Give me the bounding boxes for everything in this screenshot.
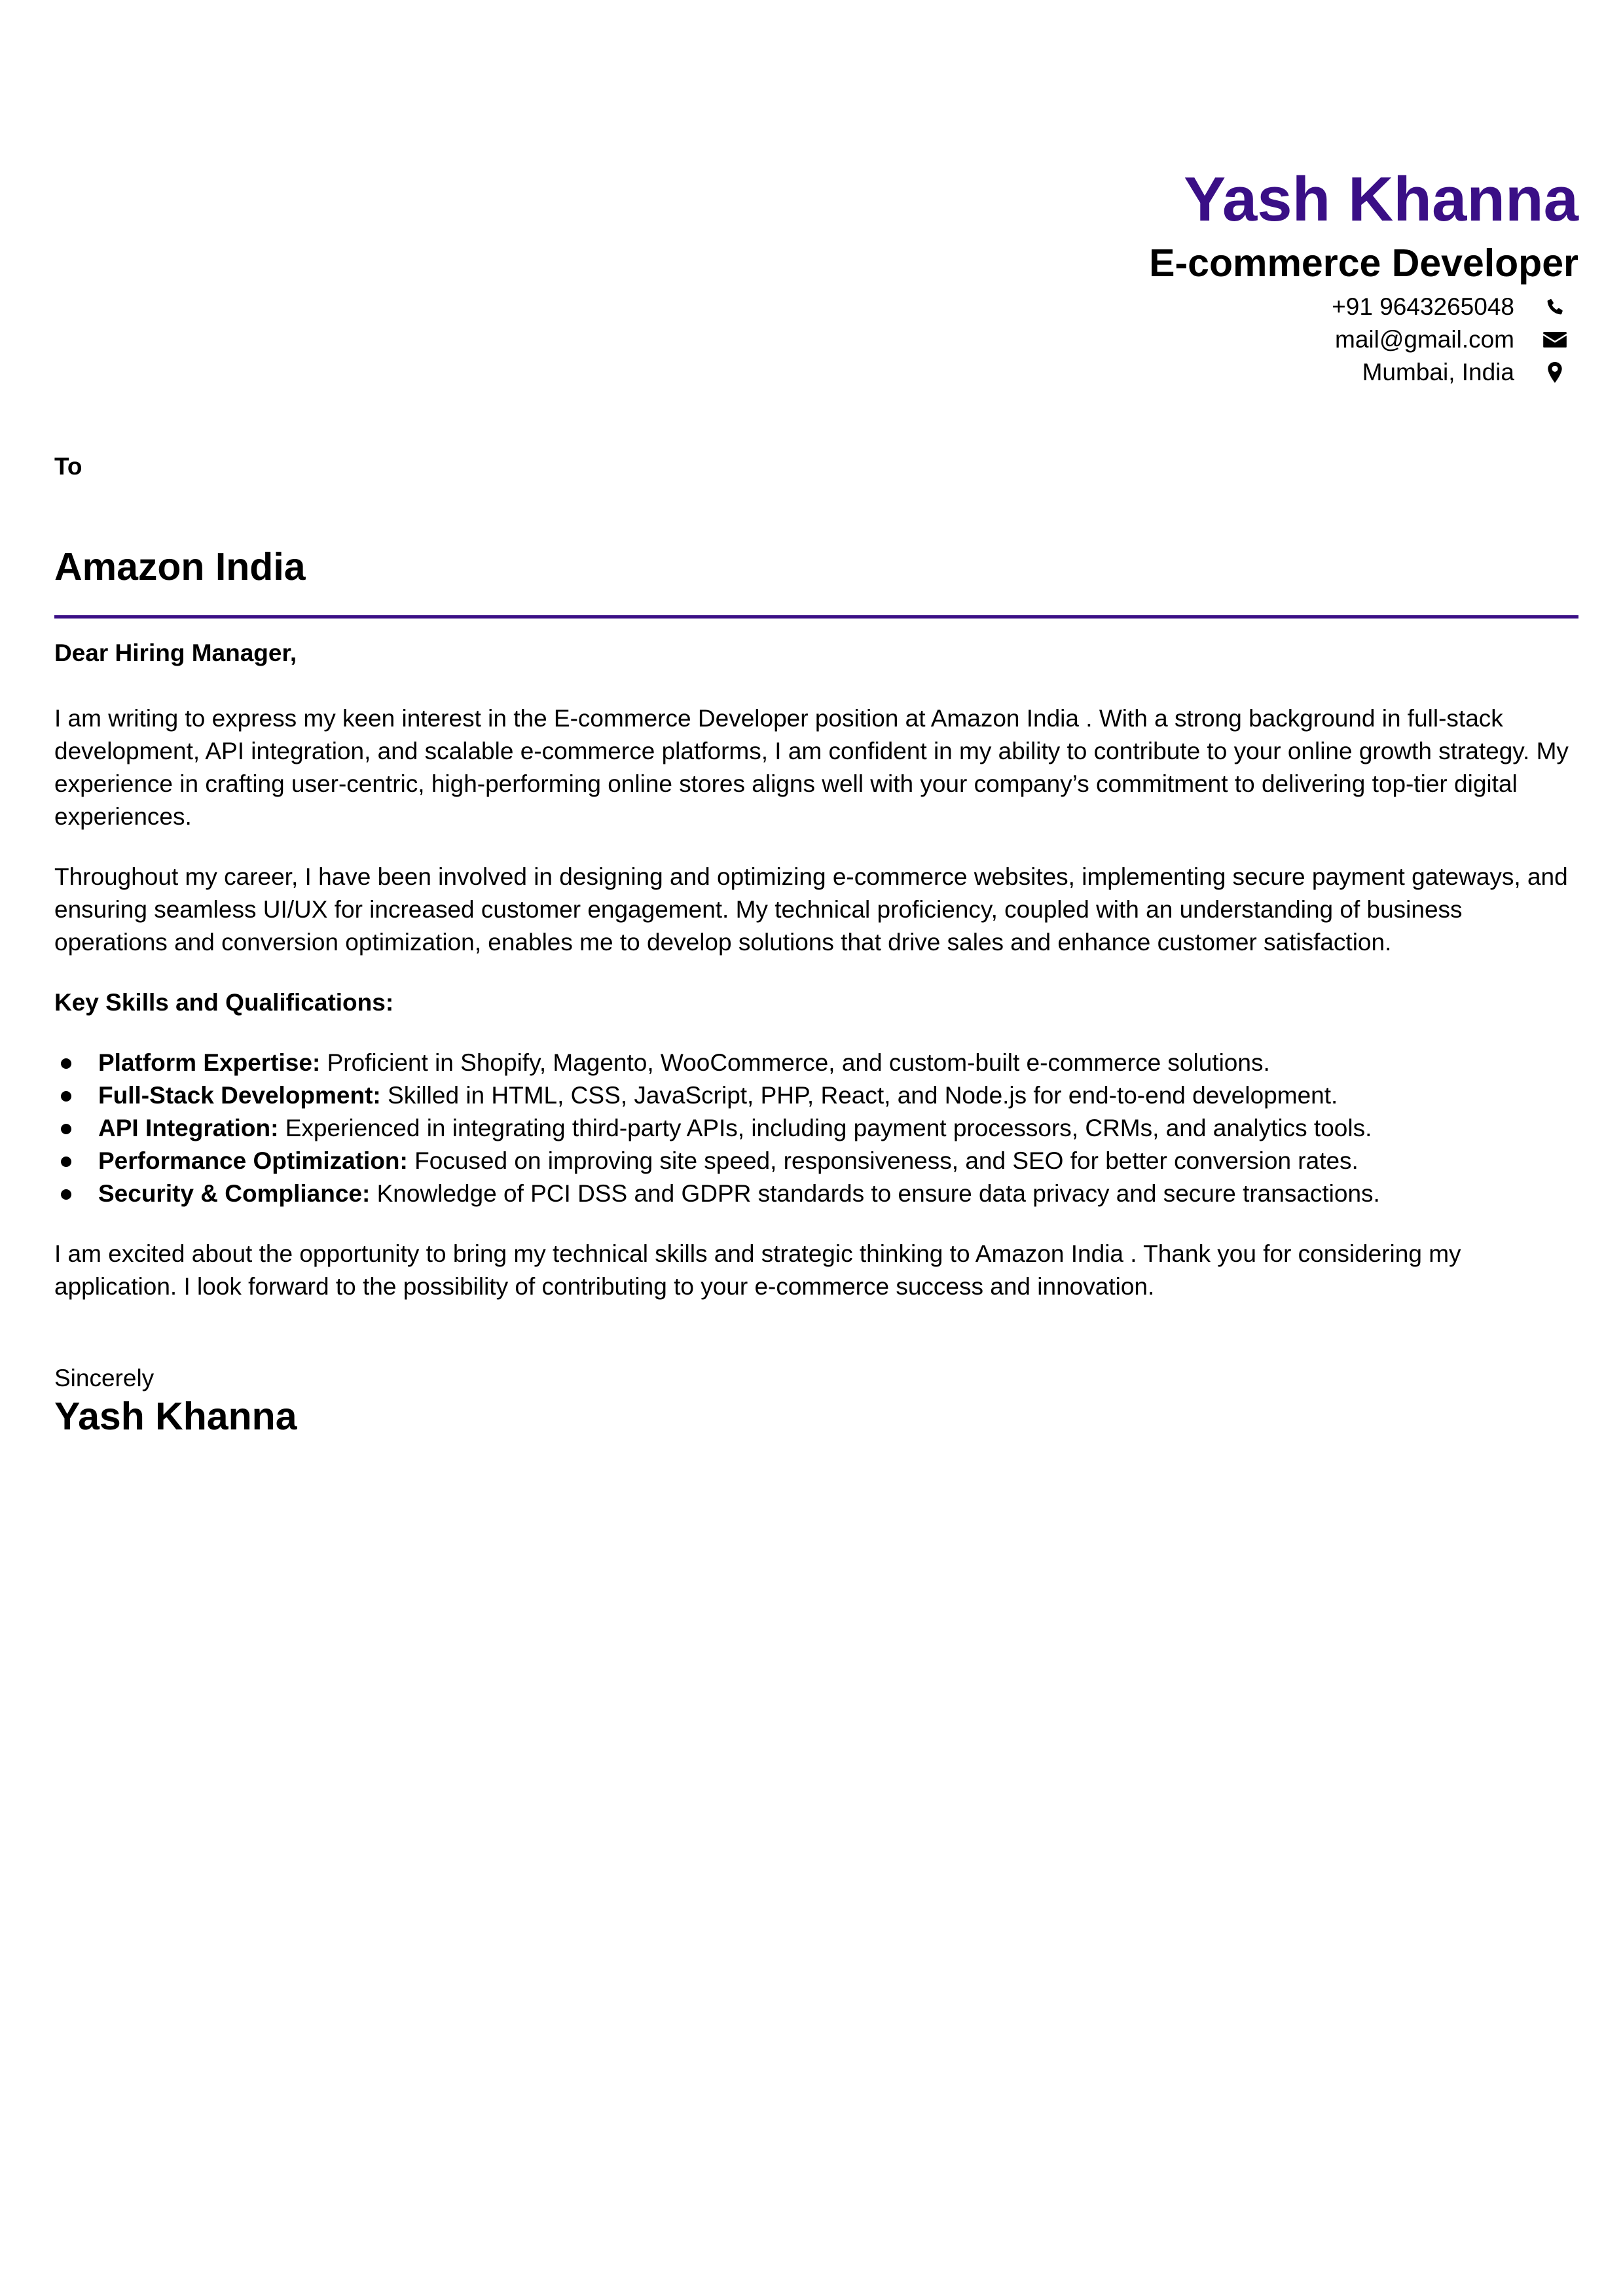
- sign-off: Sincerely: [54, 1365, 155, 1391]
- phone-icon: [1541, 294, 1569, 320]
- letter-body: [54, 450, 1578, 1438]
- skill-text: Proficient in Shopify, Magento, WooCommerce, and custom-built e-commerce solutions.: [327, 1049, 1270, 1076]
- sender-title: E-commerce Developer: [1149, 242, 1578, 285]
- bullet-icon: [61, 1058, 71, 1069]
- skill-label: Platform Expertise:: [98, 1049, 321, 1076]
- list-item: [54, 1079, 1578, 1112]
- map-marker-icon: [1541, 359, 1569, 386]
- list-item: [54, 1145, 1578, 1177]
- contact-phone: [662, 291, 1578, 323]
- skills-heading: Key Skills and Qualifications:: [54, 989, 394, 1016]
- bullet-icon: [61, 1124, 71, 1134]
- to-label: To: [54, 453, 82, 480]
- skill-label: Performance Optimization:: [98, 1147, 408, 1174]
- skill-text: Knowledge of PCI DSS and GDPR standards to ensure data privacy and secure transactions.: [376, 1180, 1380, 1207]
- contact-location: [662, 356, 1578, 389]
- bullet-icon: [61, 1157, 71, 1167]
- contact-email-text: mail@gmail.com: [1335, 326, 1514, 353]
- list-item: [54, 1112, 1578, 1145]
- skill-label: API Integration:: [98, 1115, 279, 1141]
- skill-label: Security & Compliance:: [98, 1180, 371, 1207]
- skill-text: Experienced in integrating third-party APIs, including payment processors, CRMs, and analytics tools.: [285, 1115, 1372, 1141]
- skills-list: [54, 1047, 1578, 1210]
- experience-paragraph: Throughout my career, I have been involved in designing and optimizing e-commerce websites, implementing secure payment gateways, and ensuring seamless UI/UX for increased customer engagement. My technical proficiency, coupled with an understanding of business operations and conversion optimization, enables me to develop solutions that drive sales and enhance customer satisfaction.: [54, 863, 1568, 956]
- list-item: [54, 1177, 1578, 1210]
- greeting: Dear Hiring Manager,: [54, 639, 297, 666]
- contact-phone-text: +91 9643265048: [1332, 293, 1514, 320]
- divider: [54, 615, 1578, 619]
- list-item: [54, 1047, 1578, 1079]
- bullet-icon: [61, 1091, 71, 1102]
- contact-location-text: Mumbai, India: [1362, 359, 1514, 386]
- letter-header: [662, 161, 1578, 389]
- skill-text: Skilled in HTML, CSS, JavaScript, PHP, React, and Node.js for end-to-end development.: [388, 1082, 1338, 1109]
- skill-text: Focused on improving site speed, responsiveness, and SEO for better conversion rates.: [414, 1147, 1359, 1174]
- intro-paragraph: I am writing to express my keen interest in the E-commerce Developer position at Amazon India . With a strong background in full-stack development, API integration, and scalable e-commerce platforms, I am confident in my ability to contribute to your online growth strategy. My experience in crafting user-centric, high-performing online stores aligns well with your company’s commitment to delivering top-tier digital experiences.: [54, 705, 1569, 830]
- closing-paragraph: I am excited about the opportunity to bring my technical skills and strategic thinking to Amazon India . Thank you for considering my application. I look forward to the possibility of contributing to your e-commerce success and innovation.: [54, 1240, 1461, 1300]
- bullet-icon: [61, 1189, 71, 1200]
- recipient-company: Amazon India: [54, 545, 306, 588]
- contact-email: [662, 323, 1578, 356]
- sender-name: Yash Khanna: [1184, 164, 1578, 234]
- envelope-icon: [1541, 327, 1569, 353]
- signature-name: Yash Khanna: [54, 1395, 297, 1438]
- skill-label: Full-Stack Development:: [98, 1082, 381, 1109]
